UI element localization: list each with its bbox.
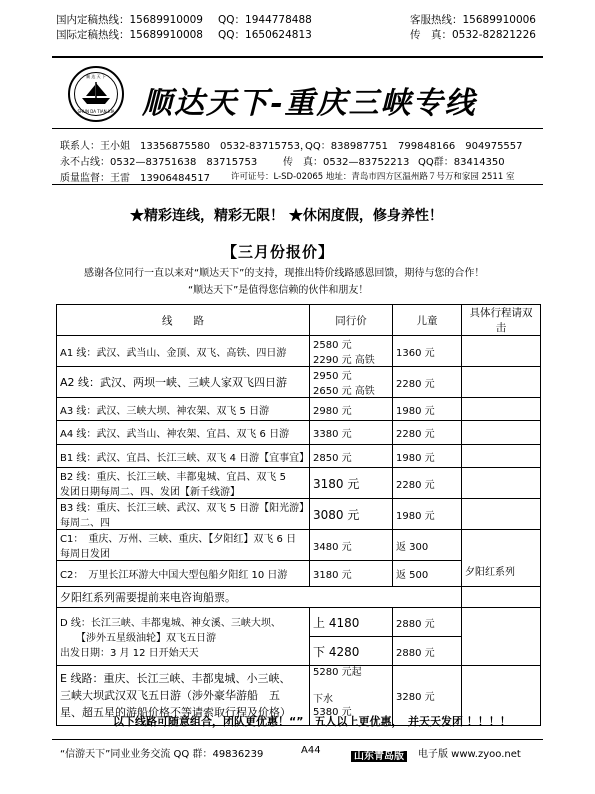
license-address: 许可证号：L-SD-02065 地址：青岛市四方区温州路７号万和家园 2511 室 — [231, 172, 515, 182]
price-a1 — [310, 336, 393, 367]
header-route: 线 路 — [57, 305, 310, 336]
child-c1: 返 300 — [393, 530, 462, 561]
table-row[interactable] — [57, 367, 541, 398]
detail-b3[interactable] — [462, 499, 541, 530]
contact-always-on: 永不占线：0532—83751638 83715753 — [60, 157, 258, 168]
price-e-3: 5380 元 — [313, 707, 352, 718]
price-b2: 3180 元 — [310, 468, 393, 499]
price-d-down: 下 4280 — [310, 637, 393, 666]
detail-b2[interactable] — [462, 468, 541, 499]
child-b1: 1980 元 — [393, 445, 462, 468]
contact-fax: 传 真：0532—83752213 — [283, 157, 410, 168]
header-rule-bottom — [52, 128, 543, 129]
table-row[interactable] — [57, 398, 541, 421]
contact-qq-group: QQ群：83414350 — [418, 157, 505, 168]
route-a2[interactable]: A2 线：武汉、两坝一峡、三峡人家双飞四日游 — [57, 367, 310, 398]
page-title: 顺达天下-重庆三峡专线 — [142, 86, 477, 121]
route-d-line3: 出发日期：3 月 12 日开始天天 — [60, 648, 199, 659]
table-row[interactable] — [57, 499, 541, 530]
fax-line — [410, 27, 536, 42]
child-a2: 2280 元 — [393, 367, 462, 398]
section-title: 【三月份报价】 — [222, 243, 335, 261]
route-price-table — [56, 304, 541, 726]
table-row[interactable] — [57, 468, 541, 499]
child-b2: 2280 元 — [393, 468, 462, 499]
route-e-line1: E 线路：重庆、长江三峡、丰都鬼城、小三峡、 — [60, 672, 291, 685]
price-e-2: 下水 — [313, 694, 333, 705]
route-c2[interactable]: C2： 万里长江环游大中国大型包船夕阳红 10 日游 — [57, 561, 310, 587]
route-a3[interactable]: A3 线：武汉、三峡大坝、神农架、双飞 5 日游 — [57, 398, 310, 421]
route-e-line3: 星、超五星的游船价格不等请索取行程及价格） — [60, 706, 291, 719]
child-d-up: 2880 元 — [393, 608, 462, 637]
domestic-phone[interactable]: 15689910009 — [129, 14, 203, 26]
route-d[interactable] — [57, 608, 310, 666]
intro-line-1: 感谢各位同行一直以来对“顺达天下”的支持，现推出特价线路感恩回馈，期待与您的合作！ — [84, 268, 485, 279]
price-a1-1: 2580 元 — [313, 340, 352, 351]
header-detail: 具体行程请双击 — [462, 305, 541, 336]
logo-bottom-text: SHUN DA TIAN XIA — [77, 109, 115, 114]
price-c2: 3180 元 — [310, 561, 393, 587]
contacts-rule — [52, 184, 543, 185]
qq-number[interactable]: 1650624813 — [245, 29, 312, 41]
edition-badge — [351, 744, 407, 763]
logo-top-text: 顺 达 天 下 — [86, 74, 106, 79]
child-d-down: 2880 元 — [393, 637, 462, 666]
intl-qq — [218, 27, 312, 42]
route-b2[interactable] — [57, 468, 310, 499]
service-label: 客服热线： — [410, 14, 463, 26]
header-rule-top — [52, 56, 543, 58]
company-logo — [68, 66, 124, 122]
contact-person: 联系人：王小姐 13356875580 0532-83715753， — [60, 141, 310, 152]
intl-label: 国际定稿热线： — [56, 29, 130, 41]
footer-rule — [52, 739, 543, 740]
route-b3[interactable] — [57, 499, 310, 530]
price-e-1: 5280 元起 — [313, 667, 362, 678]
detail-a1[interactable] — [462, 336, 541, 367]
table-row[interactable] — [57, 421, 541, 445]
detail-a3[interactable] — [462, 398, 541, 421]
ship-icon — [80, 80, 112, 106]
service-hotline — [410, 12, 536, 27]
detail-b1[interactable] — [462, 445, 541, 468]
slogan: ★精彩连线，精彩无限！ ★休闲度假，修身养性！ — [130, 208, 443, 224]
fax-number[interactable]: 0532-82821226 — [452, 29, 536, 41]
service-phone[interactable]: 15689910006 — [462, 14, 536, 26]
price-b1: 2850 元 — [310, 445, 393, 468]
domestic-label: 国内定稿热线： — [56, 14, 130, 26]
sunset-series-label: 夕阳红系列 — [465, 566, 515, 578]
domestic-hotline — [56, 12, 203, 27]
header-price: 同行价 — [310, 305, 393, 336]
footer-promo-note: 以下线路可随意组合，团队更优惠！“” 五人以上更优惠， 并天天发团 ！！！！ — [113, 715, 511, 728]
intl-phone[interactable]: 15689910008 — [129, 29, 203, 41]
header-child: 儿童 — [393, 305, 462, 336]
detail-a4[interactable] — [462, 421, 541, 445]
table-row[interactable] — [57, 336, 541, 367]
route-a1[interactable]: A1 线：武汉、武当山、金顶、双飞、高铁、四日游 — [57, 336, 310, 367]
child-c2: 返 500 — [393, 561, 462, 587]
qq-label: QQ： — [218, 14, 246, 26]
table-row[interactable] — [57, 530, 541, 561]
route-d-line1: D 线：长江三峡、丰都鬼城、神女溪、三峡大坝、 — [60, 618, 281, 629]
table-row[interactable] — [57, 608, 541, 637]
page-number: A44 — [301, 745, 321, 756]
price-b3: 3080 元 — [310, 499, 393, 530]
child-a3: 1980 元 — [393, 398, 462, 421]
qq-label: QQ： — [218, 29, 246, 41]
intl-hotline — [56, 27, 203, 42]
price-a1-2: 2290 元 高铁 — [313, 355, 375, 366]
qq-number[interactable]: 1944778488 — [245, 14, 312, 26]
price-d-up: 上 4180 — [310, 608, 393, 637]
sunset-note: 夕阳红系列需要提前来电咨询船票。 — [57, 587, 462, 608]
route-c1-line1: C1： 重庆、万州、三峡、重庆、【夕阳红】双飞 6 日 — [60, 534, 297, 545]
price-a2 — [310, 367, 393, 398]
detail-d[interactable] — [462, 608, 541, 666]
price-a4: 3380 元 — [310, 421, 393, 445]
table-row — [57, 587, 541, 608]
detail-c-series[interactable] — [462, 530, 541, 587]
route-b3-line1: B3 线：重庆、长江三峡、武汉、双飞 5 日游【阳光游】 — [60, 503, 310, 514]
route-b2-line2: 发团日期每周二、四、发团【新千线游】 — [60, 487, 240, 498]
intro-line-2: “顺达天下”是值得您信赖的伙伴和朋友！ — [188, 285, 369, 296]
price-c1: 3480 元 — [310, 530, 393, 561]
route-d-line2: 【涉外五星级油轮】双飞五日游 — [76, 633, 216, 644]
price-a3: 2980 元 — [310, 398, 393, 421]
quality-supervisor: 质量监督：王雷 13906484517 — [60, 173, 210, 184]
route-a4[interactable]: A4 线：武汉、武当山、神农架、宜昌、双飞 6 日游 — [57, 421, 310, 445]
edition-badge-text: 山东青岛版 — [351, 751, 407, 762]
child-a4: 2280 元 — [393, 421, 462, 445]
sunset-note-detail — [462, 587, 541, 608]
route-e-line2: 三峡大坝武汉双飞五日游（涉外豪华游船 五 — [60, 689, 280, 702]
footer-qq-group: “信游天下”同业业务交流 QQ 群：49836239 — [60, 749, 264, 760]
fax-label: 传 真： — [410, 29, 452, 41]
price-a2-2: 2650 元 高铁 — [313, 386, 375, 397]
edition-website[interactable]: 电子版 www.zyoo.net — [418, 749, 521, 760]
route-c1[interactable] — [57, 530, 310, 561]
price-a2-1: 2950 元 — [313, 371, 352, 382]
domestic-qq — [218, 12, 312, 27]
child-a1: 1360 元 — [393, 336, 462, 367]
detail-a2[interactable] — [462, 367, 541, 398]
child-e: 3280 元 — [393, 666, 462, 726]
route-c1-line2: 每周日发团 — [60, 549, 110, 560]
table-header-row — [57, 305, 541, 336]
route-b2-line1: B2 线：重庆、长江三峡、丰都鬼城、宜昌、双飞 5 — [60, 472, 286, 483]
table-row[interactable] — [57, 445, 541, 468]
child-b3: 1980 元 — [393, 499, 462, 530]
contact-qq: QQ：838987751 799848166 904975557 — [305, 141, 523, 152]
route-b3-line2: 每周二、四 — [60, 518, 110, 529]
route-b1[interactable]: B1 线：武汉、宜昌、长江三峡、双飞 4 日游【宜事宜】 — [57, 445, 310, 468]
